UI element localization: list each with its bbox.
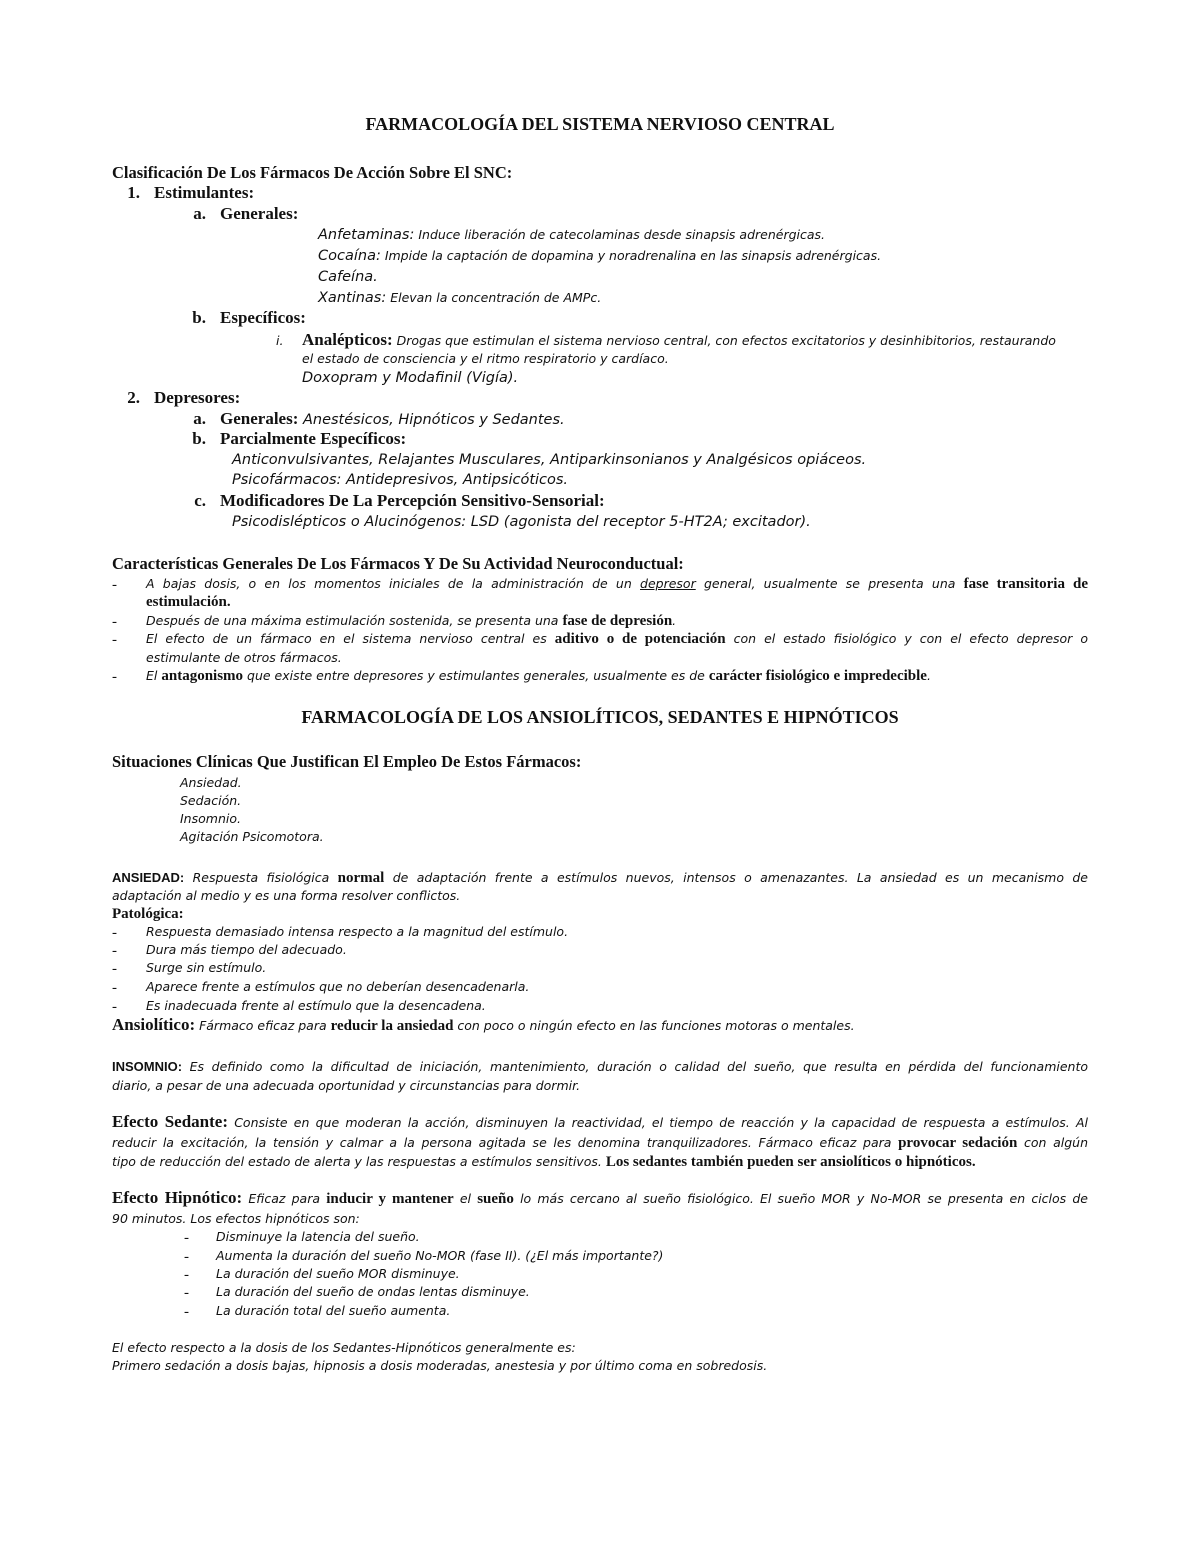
bullet-dash: - (112, 999, 117, 1015)
list-letter: a. (193, 409, 206, 428)
bullet-dash: - (112, 669, 117, 685)
depressants-modifiers-item (186, 492, 605, 510)
characteristic-1-cont: estimulación. (146, 594, 231, 610)
classification-heading: Clasificación De Los Fármacos De Acción Sobre El SNC: (112, 163, 513, 182)
list-item: Cafeína. (318, 269, 378, 285)
list-item: Ansiedad. (180, 775, 242, 790)
list-item: Es inadecuada frente al estímulo que la desencadena. (146, 998, 486, 1013)
list-roman: i. (276, 333, 284, 348)
list-item: Xantinas: Elevan la concentración de AMPc. (318, 290, 602, 306)
partial-line: Psicofármacos: Antidepresivos, Antipsicóticos. (232, 472, 569, 488)
analeptics-examples: Doxopram y Modafinil (Vigía). (302, 370, 519, 386)
page-title: FARMACOLOGÍA DEL SISTEMA NERVIOSO CENTRAL (365, 114, 835, 134)
analeptics-label: Analépticos: (302, 330, 393, 349)
list-item: Dura más tiempo del adecuado. (146, 942, 347, 957)
insomnia-definition: INSOMNIO: Es definido como la dificultad de iniciación, mantenimiento, duración o calidad del sueño, que resulta en pérdida del funcionamiento (112, 1059, 1088, 1074)
sedative-effect-cont2: tipo de reducción del estado de alerta y las respuestas a estímulos sensitivos. Los sedantes también pueden ser ansiolíticos o hipnóticos. (112, 1154, 976, 1170)
list-letter: a. (193, 204, 206, 223)
anxiety-definition-cont: adaptación al medio y es una forma resolver conflictos. (112, 888, 461, 903)
bullet-dash: - (184, 1285, 189, 1301)
bullet-dash: - (112, 980, 117, 996)
bullet-dash: - (112, 632, 117, 648)
hypnotic-effect: Efecto Hipnótico: Eficaz para inducir y mantener el sueño lo más cercano al sueño fisiológico. El sueño MOR y No-MOR se presenta en ciclos de (112, 1188, 1088, 1207)
list-item: Agitación Psicomotora. (180, 829, 324, 844)
anxiolytic-definition: Ansiolítico: Fármaco eficaz para reducir la ansiedad con poco o ningún efecto en las funciones motoras o mentales. (112, 1015, 855, 1034)
list-item: Respuesta demasiado intensa respecto a la magnitud del estímulo. (146, 924, 569, 939)
list-item: Insomnio. (180, 811, 241, 826)
bullet-dash: - (112, 943, 117, 959)
depressants-label: Depresores: (154, 388, 241, 407)
insomnia-definition-cont: diario, a pesar de una adecuada oportunidad y circunstancias para dormir. (112, 1078, 581, 1093)
bullet-dash: - (184, 1267, 189, 1283)
bullet-dash: - (184, 1249, 189, 1265)
list-letter: b. (192, 429, 206, 448)
bullet-dash: - (184, 1230, 189, 1246)
list-item: Cocaína: Impide la captación de dopamina y noradrenalina en las sinapsis adrenérgicas. (318, 248, 882, 264)
list-item: La duración del sueño MOR disminuye. (216, 1266, 460, 1281)
depressants-item (112, 389, 240, 407)
analeptics-description-cont: el estado de consciencia y el ritmo respiratorio y cardíaco. (302, 351, 669, 366)
stimulants-specific-item (186, 309, 306, 327)
characteristic-3: El efecto de un fármaco en el sistema nervioso central es aditivo o de potenciación con el estado fisiológico y con el efecto depresor o (146, 631, 1088, 647)
stimulants-item (112, 184, 254, 202)
bullet-dash: - (112, 577, 117, 593)
anxiety-definition: ANSIEDAD: Respuesta fisiológica normal de adaptación frente a estímulos nuevos, intensos o amenazantes. La ansiedad es un mecanismo de (112, 870, 1088, 886)
list-item: Aumenta la duración del sueño No-MOR (fase II). (¿El más importante?) (216, 1248, 664, 1263)
partial-line: Anticonvulsivantes, Relajantes Musculares, Antiparkinsonianos y Analgésicos opiáceos. (232, 452, 867, 468)
list-number: 1. (127, 183, 140, 202)
list-item: Sedación. (180, 793, 242, 808)
stimulants-label: Estimulantes: (154, 183, 255, 202)
general-label: Generales: (220, 409, 299, 428)
list-number: 2. (127, 388, 140, 407)
characteristics-heading: Características Generales De Los Fármacos Y De Su Actividad Neuroconductual: (112, 554, 684, 573)
modifiers-label: Modificadores De La Percepción Sensitivo-Sensorial: (220, 491, 605, 510)
list-letter: c. (194, 491, 206, 510)
analeptics-item (276, 331, 1056, 350)
general-description: Anestésicos, Hipnóticos y Sedantes. (298, 412, 565, 428)
bullet-dash: - (184, 1304, 189, 1320)
specific-label: Específicos: (220, 308, 306, 327)
pathological-label: Patológica: (112, 906, 184, 922)
characteristic-4: El antagonismo que existe entre depresores y estimulantes generales, usualmente es de carácter fisiológico e impredecible. (146, 668, 931, 684)
list-item: Aparece frente a estímulos que no deberían desencadenarla. (146, 979, 530, 994)
dose-effect-intro: El efecto respecto a la dosis de los Sedantes-Hipnóticos generalmente es: (112, 1340, 576, 1355)
sedative-effect: Efecto Sedante: Consiste en que moderan la acción, disminuyen la reactividad, el tiempo de reacción y la capacidad de respuesta a estímulos. Al (112, 1112, 1088, 1131)
sedative-effect-cont: reducir la excitación, la tensión y calmar a la persona agitada se les denomina tranquilizadores. Fármaco eficaz para provocar sedación con algún (112, 1135, 1088, 1151)
characteristic-2: Después de una máxima estimulación sostenida, se presenta una fase de depresión. (146, 613, 677, 629)
bullet-dash: - (112, 961, 117, 977)
list-item: La duración total del sueño aumenta. (216, 1303, 451, 1318)
characteristic-3-cont: estimulante de otros fármacos. (146, 650, 342, 665)
list-item: Anfetaminas: Induce liberación de catecolaminas desde sinapsis adrenérgicas. (318, 227, 826, 243)
depressants-general-item (186, 410, 565, 429)
general-label: Generales: (220, 204, 299, 223)
dose-effect-sequence: Primero sedación a dosis bajas, hipnosis a dosis moderadas, anestesia y por último coma en sobredosis. (112, 1358, 768, 1373)
section-title: FARMACOLOGÍA DE LOS ANSIOLÍTICOS, SEDANTES E HIPNÓTICOS (301, 707, 899, 727)
depressants-partial-item (186, 430, 406, 448)
modifiers-line: Psicodislépticos o Alucinógenos: LSD (agonista del receptor 5-HT2A; excitador). (232, 514, 811, 530)
list-item: Surge sin estímulo. (146, 960, 267, 975)
hypnotic-effect-cont: 90 minutos. Los efectos hipnóticos son: (112, 1211, 360, 1226)
partial-label: Parcialmente Específicos: (220, 429, 407, 448)
list-item: Disminuye la latencia del sueño. (216, 1229, 420, 1244)
stimulants-general-item (186, 205, 298, 223)
characteristic-1: A bajas dosis, o en los momentos iniciales de la administración de un depresor general, usualmente se presenta una fase transitoria de (146, 576, 1088, 592)
list-letter: b. (192, 308, 206, 327)
bullet-dash: - (112, 925, 117, 941)
list-item: La duración del sueño de ondas lentas disminuye. (216, 1284, 530, 1299)
analeptics-description: Drogas que estimulan el sistema nervioso central, con efectos excitatorios y desinhibitorios, restaurando (392, 333, 1056, 348)
clinical-situations-heading: Situaciones Clínicas Que Justifican El Empleo De Estos Fármacos: (112, 752, 582, 771)
bullet-dash: - (112, 614, 117, 630)
